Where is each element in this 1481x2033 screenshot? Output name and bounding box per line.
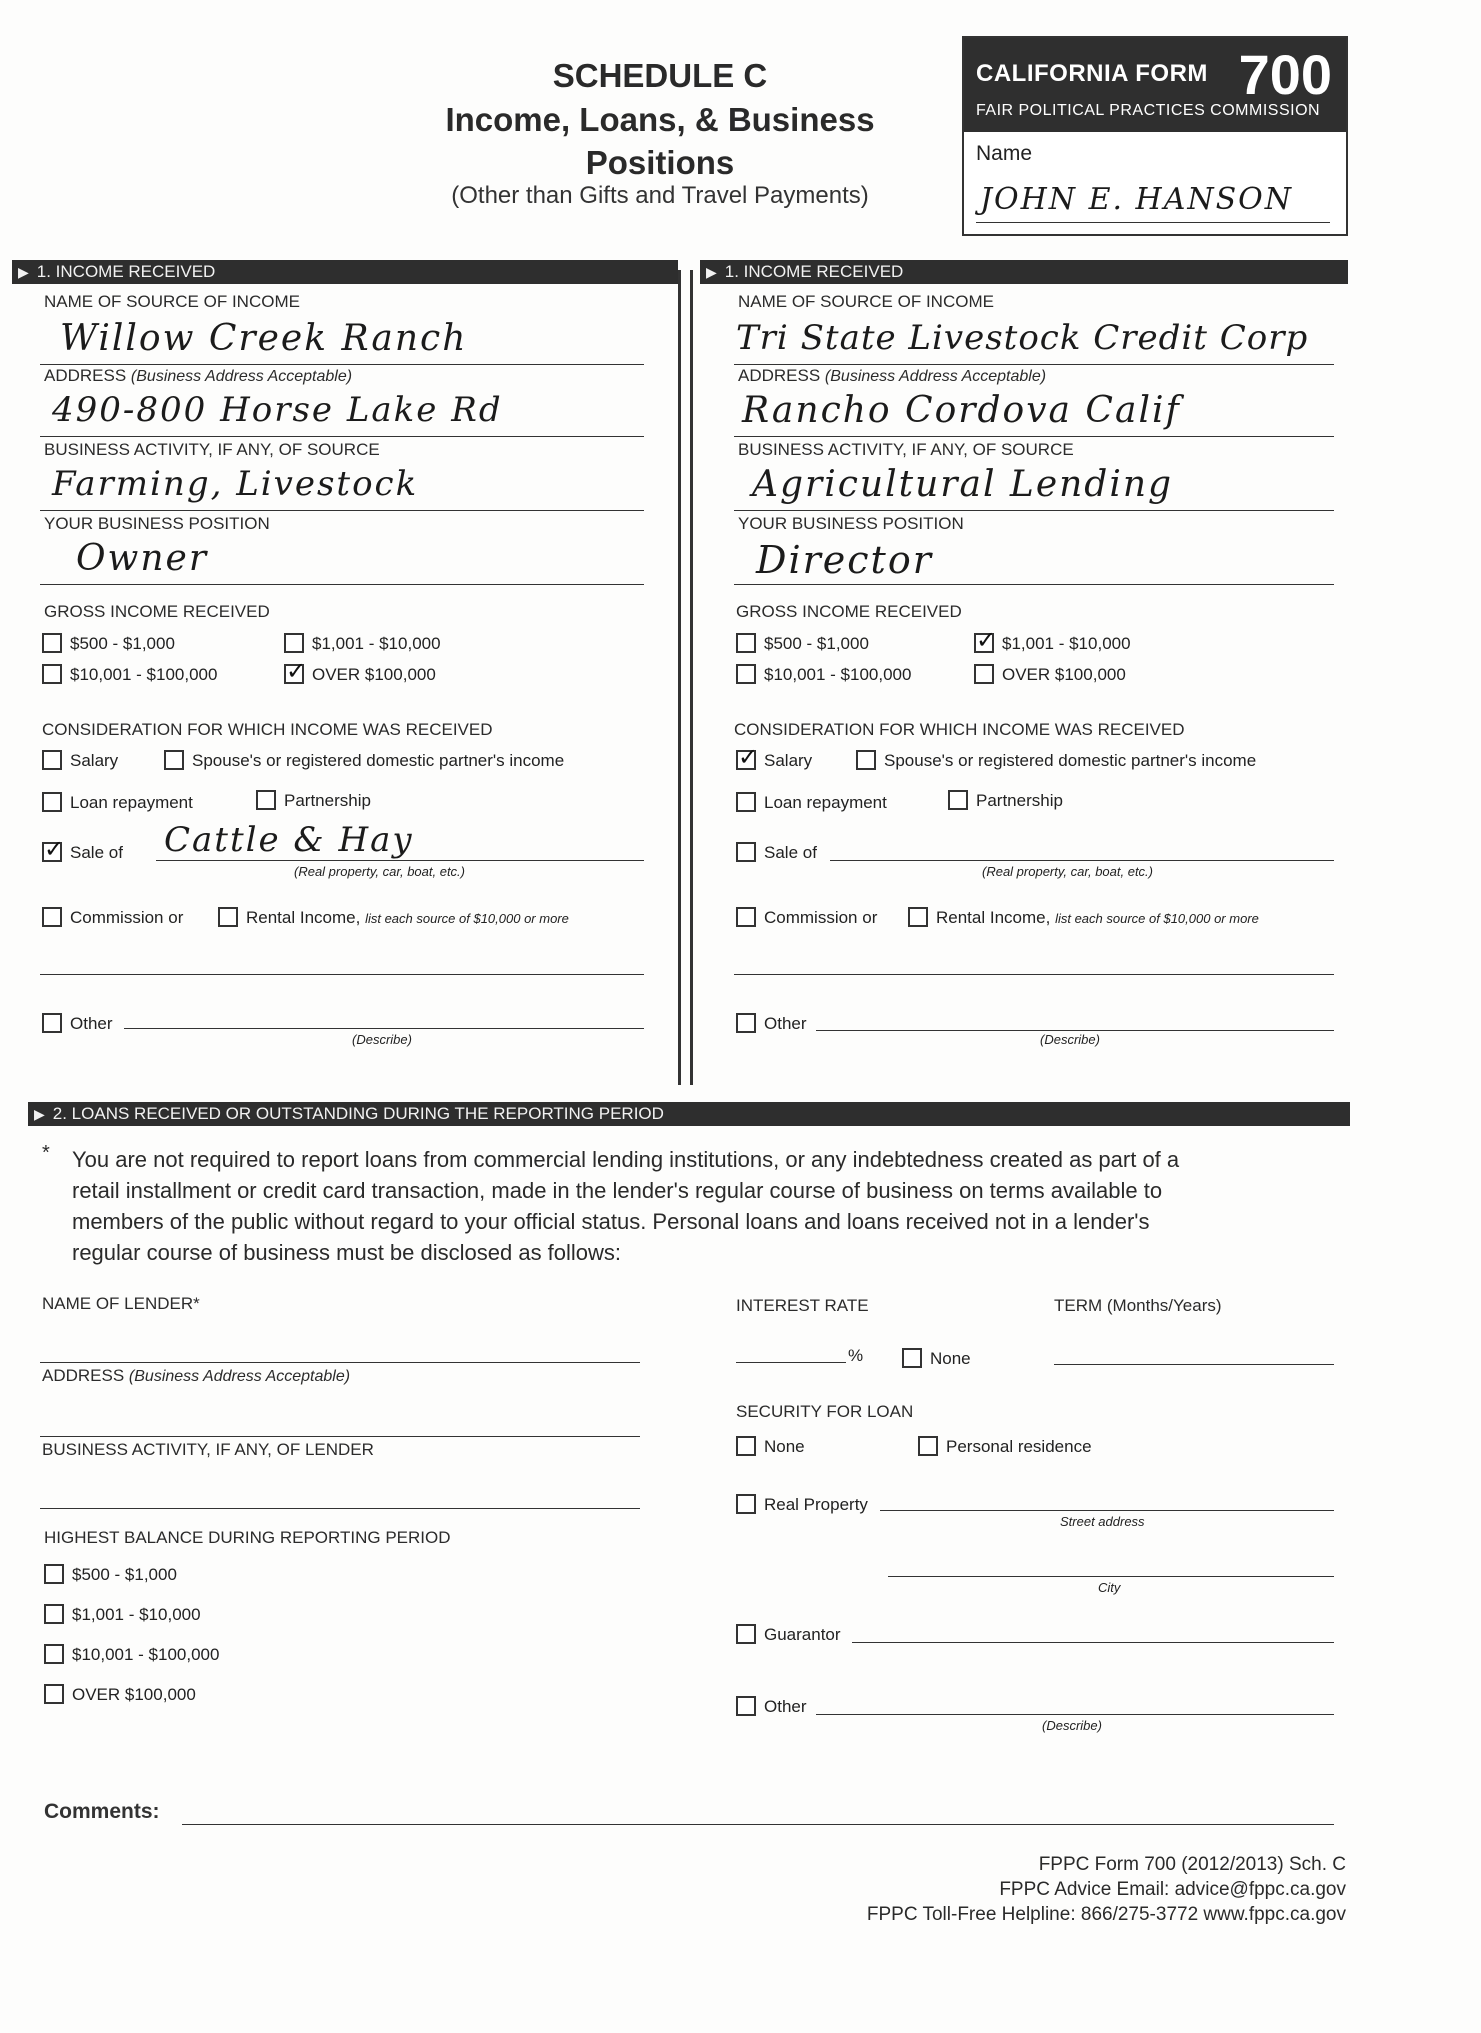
- income-right-bar: [700, 260, 1348, 284]
- address-label-text: ADDRESS: [738, 366, 821, 385]
- checkbox[interactable]: [736, 1696, 756, 1716]
- note-line-4: regular course of business must be disclosed as follows:: [72, 1240, 622, 1265]
- position-label: YOUR BUSINESS POSITION: [738, 514, 964, 533]
- activity-label: BUSINESS ACTIVITY, IF ANY, OF SOURCE: [44, 440, 380, 459]
- name-line: [976, 222, 1330, 223]
- real-property-option[interactable]: [736, 1494, 868, 1515]
- lender-address-line[interactable]: [40, 1436, 640, 1437]
- option-label: Loan repayment: [70, 793, 193, 812]
- checkbox[interactable]: [44, 1644, 64, 1664]
- option-label: Other: [70, 1014, 113, 1033]
- other-line: [816, 1030, 1334, 1031]
- balance-option-1[interactable]: [44, 1564, 177, 1585]
- lender-activity-label: BUSINESS ACTIVITY, IF ANY, OF LENDER: [42, 1440, 374, 1459]
- position-line: [40, 584, 644, 585]
- option-label: $10,001 - $100,000: [70, 665, 218, 684]
- column-divider-left: [678, 270, 681, 1085]
- checkbox[interactable]: [902, 1348, 922, 1368]
- guarantor-option[interactable]: [736, 1624, 841, 1645]
- option-label: None: [930, 1349, 971, 1368]
- checkbox[interactable]: [736, 1013, 756, 1033]
- option-label: Loan repayment: [764, 793, 887, 812]
- footer-form-id: FPPC Form 700 (2012/2013) Sch. C: [1038, 1854, 1346, 1875]
- column-divider-right: [690, 270, 693, 1085]
- address-value[interactable]: Rancho Cordova Calif: [742, 390, 1181, 431]
- security-label: SECURITY FOR LOAN: [736, 1402, 914, 1421]
- checkbox[interactable]: [44, 1564, 64, 1584]
- rental-line: [734, 974, 1334, 975]
- option-label: $10,001 - $100,000: [764, 665, 912, 684]
- option-label: Commission or: [70, 908, 184, 927]
- gross-option-2[interactable]: [974, 633, 1131, 654]
- option-label: Salary: [764, 751, 813, 770]
- checkbox[interactable]: [284, 633, 304, 653]
- activity-value[interactable]: Agricultural Lending: [752, 464, 1174, 505]
- source-label: NAME OF SOURCE OF INCOME: [738, 292, 994, 311]
- footer: [726, 1852, 1346, 1927]
- name-label: Name: [976, 142, 1033, 165]
- option-label: Other: [764, 1014, 807, 1033]
- income-left-bar: [12, 260, 678, 284]
- option-label: Salary: [70, 751, 119, 770]
- consideration-label: CONSIDERATION FOR WHICH INCOME WAS RECEIVED: [42, 720, 493, 739]
- address-line: [40, 436, 644, 437]
- filer-name[interactable]: JOHN E. HANSON: [980, 182, 1294, 217]
- loans-note: [72, 1144, 1362, 1268]
- rental-option[interactable]: [908, 907, 1259, 928]
- checkbox-checked[interactable]: [284, 664, 304, 684]
- note-line-1: You are not required to report loans from commercial lending institutions, or any indebtedness created as part of a: [72, 1147, 1180, 1172]
- form-label: CALIFORNIA FORM: [976, 60, 1208, 87]
- security-none-option[interactable]: [736, 1436, 805, 1457]
- checkbox[interactable]: [736, 792, 756, 812]
- lender-label: NAME OF LENDER*: [42, 1294, 200, 1313]
- rental-option[interactable]: [218, 907, 569, 928]
- position-line: [734, 584, 1334, 585]
- option-label: OVER $100,000: [72, 1685, 196, 1704]
- position-label: YOUR BUSINESS POSITION: [44, 514, 270, 533]
- form-id-box: [962, 36, 1348, 236]
- partnership-option[interactable]: [948, 790, 1063, 811]
- source-line: [734, 364, 1334, 365]
- street-address-note: Street address: [1060, 1514, 1145, 1529]
- option-label: OVER $100,000: [1002, 665, 1126, 684]
- address-note: (Business Address Acceptable): [128, 1368, 351, 1385]
- interest-none-option[interactable]: [902, 1348, 971, 1369]
- address-note: (Business Address Acceptable): [824, 368, 1047, 385]
- checkbox[interactable]: [736, 842, 756, 862]
- checkbox[interactable]: [908, 907, 928, 927]
- comments-line[interactable]: [182, 1824, 1334, 1825]
- checkbox[interactable]: [42, 664, 62, 684]
- option-label: Rental Income,: [246, 908, 361, 927]
- balance-option-2[interactable]: [44, 1604, 201, 1625]
- bar-arrow-icon: ▶: [18, 264, 29, 280]
- checkbox-checked[interactable]: [42, 842, 62, 862]
- percent-sign: %: [848, 1346, 864, 1365]
- checkbox-checked[interactable]: [736, 750, 756, 770]
- balance-option-3[interactable]: [44, 1644, 219, 1665]
- address-label-text: ADDRESS: [44, 366, 127, 385]
- loans-bar: [28, 1102, 1350, 1126]
- commission-option[interactable]: [736, 907, 877, 928]
- option-label: Guarantor: [764, 1625, 841, 1644]
- schedule-note: (Other than Gifts and Travel Payments): [451, 182, 869, 209]
- activity-value[interactable]: Farming, Livestock: [52, 464, 419, 504]
- bar-arrow-icon: ▶: [34, 1106, 45, 1122]
- option-label: None: [764, 1437, 805, 1456]
- address-note: (Business Address Acceptable): [130, 368, 353, 385]
- checkbox[interactable]: [736, 1494, 756, 1514]
- schedule-subtitle-positions: Positions: [585, 144, 735, 181]
- salary-option[interactable]: [42, 750, 118, 771]
- option-label: Commission or: [764, 908, 878, 927]
- note-line-2: retail installment or credit card transaction, made in the lender's regular course of business on terms available to: [72, 1178, 1163, 1203]
- checkbox[interactable]: [42, 907, 62, 927]
- gross-option-4[interactable]: [284, 664, 436, 685]
- source-label: NAME OF SOURCE OF INCOME: [44, 292, 300, 311]
- gross-option-3[interactable]: [736, 664, 911, 685]
- schedule-title: SCHEDULE C: [552, 57, 768, 94]
- checkbox[interactable]: [736, 633, 756, 653]
- loan-repayment-option[interactable]: [42, 792, 193, 813]
- lender-address-label: [42, 1366, 350, 1386]
- income-right-title: 1. INCOME RECEIVED: [724, 262, 904, 281]
- other-option[interactable]: [736, 1013, 807, 1034]
- checkbox[interactable]: [164, 750, 184, 770]
- term-label: TERM (Months/Years): [1054, 1296, 1222, 1315]
- source-value[interactable]: Tri State Livestock Credit Corp: [736, 318, 1309, 358]
- option-label: $500 - $1,000: [70, 634, 175, 653]
- spouse-option[interactable]: [856, 750, 1256, 771]
- form-id-band: [964, 38, 1346, 132]
- option-label: Partnership: [284, 791, 371, 810]
- security-other-line[interactable]: [816, 1714, 1334, 1715]
- term-line[interactable]: [1054, 1364, 1334, 1365]
- activity-line: [40, 510, 644, 511]
- commission-name: FAIR POLITICAL PRACTICES COMMISSION: [976, 102, 1321, 119]
- option-label: $500 - $1,000: [72, 1565, 177, 1584]
- option-label: Other: [764, 1697, 807, 1716]
- checkbox[interactable]: [42, 750, 62, 770]
- describe-note: (Describe): [352, 1032, 412, 1047]
- checkbox[interactable]: [918, 1436, 938, 1456]
- city-line[interactable]: [888, 1576, 1334, 1577]
- checkbox[interactable]: [42, 1013, 62, 1033]
- address-label-text: ADDRESS: [42, 1366, 125, 1385]
- balance-label: HIGHEST BALANCE DURING REPORTING PERIOD: [44, 1528, 451, 1547]
- loans-title: 2. LOANS RECEIVED OR OUTSTANDING DURING THE REPORTING PERIOD: [52, 1104, 664, 1123]
- sale-of-note: (Real property, car, boat, etc.): [294, 864, 465, 879]
- position-value[interactable]: Owner: [76, 538, 209, 579]
- activity-line: [734, 510, 1334, 511]
- interest-label: INTEREST RATE: [736, 1296, 869, 1315]
- sale-of-value[interactable]: Cattle & Hay: [164, 820, 414, 860]
- checkbox[interactable]: [256, 790, 276, 810]
- gross-option-2[interactable]: [284, 633, 441, 654]
- note-line-3: members of the public without regard to your official status. Personal loans and loans received not in a lender's: [72, 1209, 1150, 1234]
- checkbox[interactable]: [736, 1624, 756, 1644]
- address-label: [44, 366, 352, 386]
- address-label: [738, 366, 1046, 386]
- option-label: $1,001 - $10,000: [1002, 634, 1131, 653]
- comments-label: Comments:: [44, 1800, 160, 1823]
- source-value[interactable]: Willow Creek Ranch: [60, 318, 468, 359]
- commission-option[interactable]: [42, 907, 183, 928]
- loan-repayment-option[interactable]: [736, 792, 887, 813]
- city-note: City: [1098, 1580, 1121, 1595]
- personal-residence-option[interactable]: [918, 1436, 1092, 1457]
- checkbox[interactable]: [948, 790, 968, 810]
- gross-option-3[interactable]: [42, 664, 217, 685]
- option-label: Partnership: [976, 791, 1063, 810]
- bar-arrow-icon: ▶: [706, 264, 717, 280]
- checkbox[interactable]: [44, 1684, 64, 1704]
- option-label: Sale of: [70, 843, 123, 862]
- gross-option-1[interactable]: [42, 633, 175, 654]
- checkbox[interactable]: [736, 907, 756, 927]
- option-label: $1,001 - $10,000: [72, 1605, 201, 1624]
- gross-option-4[interactable]: [974, 664, 1126, 685]
- option-label: Spouse's or registered domestic partner's income: [192, 751, 565, 770]
- activity-label: BUSINESS ACTIVITY, IF ANY, OF SOURCE: [738, 440, 1074, 459]
- gross-label: GROSS INCOME RECEIVED: [44, 602, 270, 621]
- other-option[interactable]: [42, 1013, 113, 1034]
- gross-label: GROSS INCOME RECEIVED: [736, 602, 962, 621]
- lender-line[interactable]: [40, 1362, 640, 1363]
- rental-note: list each source of $10,000 or more: [365, 911, 569, 926]
- option-label: Real Property: [764, 1495, 868, 1514]
- other-line: [124, 1028, 644, 1029]
- option-label: OVER $100,000: [312, 665, 436, 684]
- option-label: Spouse's or registered domestic partner's income: [884, 751, 1257, 770]
- checkbox[interactable]: [42, 792, 62, 812]
- sale-of-line: [830, 860, 1334, 861]
- sale-of-option[interactable]: [736, 842, 817, 863]
- checkbox[interactable]: [218, 907, 238, 927]
- checkbox[interactable]: [736, 664, 756, 684]
- address-value[interactable]: 490-800 Horse Lake Rd: [52, 390, 503, 430]
- option-label: Rental Income,: [936, 908, 1051, 927]
- rental-line: [40, 974, 644, 975]
- partnership-option[interactable]: [256, 790, 371, 811]
- sale-of-option[interactable]: [42, 842, 123, 863]
- sale-of-note: (Real property, car, boat, etc.): [982, 864, 1153, 879]
- gross-option-1[interactable]: [736, 633, 869, 654]
- option-label: $1,001 - $10,000: [312, 634, 441, 653]
- option-label: $10,001 - $100,000: [72, 1645, 220, 1664]
- spouse-option[interactable]: [164, 750, 564, 771]
- checkbox[interactable]: [974, 664, 994, 684]
- checkbox[interactable]: [44, 1604, 64, 1624]
- interest-line[interactable]: [736, 1362, 846, 1363]
- footer-helpline: FPPC Toll-Free Helpline: 866/275-3772 www.fppc.ca.gov: [866, 1904, 1346, 1925]
- balance-option-4[interactable]: [44, 1684, 196, 1705]
- checkbox-checked[interactable]: [974, 633, 994, 653]
- position-value[interactable]: Director: [756, 538, 933, 582]
- footer-email: FPPC Advice Email: advice@fppc.ca.gov: [999, 1879, 1346, 1900]
- guarantor-line[interactable]: [852, 1642, 1334, 1643]
- schedule-subtitle-income: Income, Loans, & Business: [445, 101, 875, 138]
- salary-option[interactable]: [736, 750, 812, 771]
- form-number: 700: [1238, 43, 1332, 106]
- sale-of-line: [156, 860, 644, 861]
- checkbox[interactable]: [736, 1436, 756, 1456]
- consideration-label: CONSIDERATION FOR WHICH INCOME WAS RECEIVED: [734, 720, 1185, 739]
- note-asterisk: *: [42, 1142, 50, 1164]
- describe-note: (Describe): [1042, 1718, 1102, 1733]
- option-label: $500 - $1,000: [764, 634, 869, 653]
- describe-note: (Describe): [1040, 1032, 1100, 1047]
- option-label: Sale of: [764, 843, 817, 862]
- rental-note: list each source of $10,000 or more: [1055, 911, 1259, 926]
- security-other-option[interactable]: [736, 1696, 807, 1717]
- source-line: [40, 364, 644, 365]
- checkbox[interactable]: [42, 633, 62, 653]
- checkbox[interactable]: [856, 750, 876, 770]
- income-left-title: 1. INCOME RECEIVED: [36, 262, 216, 281]
- address-line: [734, 436, 1334, 437]
- street-address-line[interactable]: [880, 1510, 1334, 1511]
- lender-activity-line[interactable]: [40, 1508, 640, 1509]
- option-label: Personal residence: [946, 1437, 1092, 1456]
